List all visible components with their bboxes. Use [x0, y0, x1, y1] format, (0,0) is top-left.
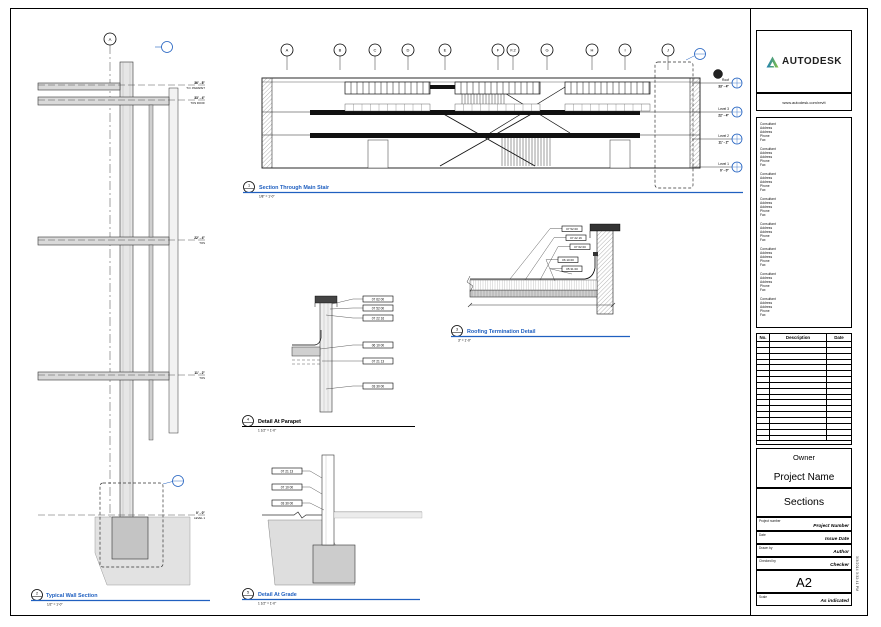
view-scale: 1/8" = 1'-0" [259, 194, 275, 199]
keynote-text: 07 10 00 [280, 485, 294, 490]
grid-letter: C [373, 47, 377, 53]
keynote-text: 07 22 16 [570, 236, 582, 240]
view-title-parapet [242, 416, 415, 433]
view-title-main-stair [243, 182, 743, 199]
level-elevation: 22' - 4" [194, 235, 205, 240]
titleblock-web-box [756, 93, 852, 111]
view-number: 5 [246, 590, 250, 595]
view-title-grade [242, 589, 420, 606]
consultant-line: Address [760, 226, 773, 230]
grid-letter: H [590, 47, 594, 53]
consultant-line: Fax [760, 163, 766, 167]
grid-letter: B [338, 47, 342, 53]
grade-keynotes [272, 468, 324, 510]
grid-letter: A [285, 47, 289, 53]
parapet-detail-drawing [242, 296, 415, 433]
footing [313, 545, 355, 583]
sheet-title-box [756, 488, 852, 517]
owner-name: Owner [792, 453, 816, 462]
revision-header [757, 334, 851, 342]
roof-keynotes [510, 226, 590, 281]
keynote-leader [302, 471, 322, 478]
consultant-line: Address [760, 155, 773, 159]
field-value: Project Number [813, 524, 849, 529]
roof-deck [470, 290, 597, 297]
end-wall [262, 78, 272, 168]
view-title-roofing [451, 326, 630, 343]
level-name: TOS [199, 240, 205, 245]
consultant-line: Fax [760, 263, 766, 267]
view-number: 4 [246, 417, 250, 422]
field-label: Checked by [759, 559, 776, 563]
keynote-text: 06 10 00 [562, 258, 574, 262]
roof-slab [38, 83, 120, 90]
keynote-text: 07 22 16 [371, 316, 385, 321]
stud-layer [169, 88, 178, 433]
keynote-leader [302, 487, 322, 494]
drawing-area [10, 8, 750, 618]
termination-bar [593, 252, 598, 256]
floor-slab [38, 237, 169, 245]
consultant-box [756, 117, 852, 328]
field-checked-by [756, 557, 852, 570]
level-name: Roof [722, 78, 729, 83]
keynote-leader [302, 503, 324, 510]
field-label: Date [759, 533, 766, 537]
field-label: Project number [759, 519, 781, 523]
owner-project-box [756, 448, 852, 488]
section-tail-icon [714, 70, 723, 79]
column [149, 105, 153, 237]
keynote-leader [330, 308, 363, 309]
consultant-line: Phone [760, 134, 770, 138]
level-elevation: 33' - 4" [194, 95, 205, 100]
wall [322, 455, 334, 545]
consultant-line: Address [760, 176, 773, 180]
coping-cap [590, 224, 620, 231]
consultant-line: Address [760, 151, 773, 155]
field-date [756, 531, 852, 544]
autodesk-logo-text: AUTODESK [782, 56, 842, 67]
keynote-text: 07 21 13 [280, 469, 294, 474]
consultant-line: Consultant [760, 172, 776, 176]
roofing-termination-drawing [451, 224, 630, 343]
view-title: Roofing Termination Detail [467, 329, 536, 335]
level-elevation: 0' - 0" [196, 510, 205, 515]
scale-value: As indicated [820, 599, 849, 604]
parapet-wall [597, 228, 613, 314]
consultant-line: Address [760, 130, 773, 134]
revision-col-date: Date [834, 335, 844, 340]
level-elevation: 11' - 2" [194, 370, 205, 375]
view-title: Section Through Main Stair [259, 185, 330, 191]
consultant-line: Fax [760, 138, 766, 142]
level-elevation: 22' - 4" [718, 113, 729, 118]
consultant-block [760, 122, 848, 142]
scale-box [756, 593, 852, 606]
keynote-text: 07 52 00 [566, 227, 578, 231]
consultant-line: Fax [760, 213, 766, 217]
slab-on-grade [334, 512, 422, 518]
keynote-text: 03 30 00 [371, 384, 385, 389]
level-name: LEVEL 1 [194, 515, 205, 520]
view-scale: 1 1/2" = 1'-0" [258, 601, 277, 606]
level-elevation: 33' - 4" [718, 84, 729, 89]
level-elevation: 11' - 2" [718, 140, 729, 145]
keynote-text: 07 21 13 [371, 359, 385, 364]
keynote-text: 05 31 00 [566, 267, 578, 271]
main-stair-section-drawing [243, 44, 743, 199]
grid-letter: G [545, 47, 549, 53]
grid-letter: E [443, 47, 447, 53]
view-title: Detail At Grade [258, 592, 297, 598]
titleblock-logo-box [756, 30, 852, 93]
revision-col-description: Description [770, 334, 827, 341]
scale-label: Scale [759, 595, 767, 599]
callout-leader [163, 482, 173, 485]
consultant-line: Phone [760, 234, 770, 238]
consultant-block [760, 222, 848, 242]
level-elevation: 0' - 0" [720, 168, 729, 173]
view-title-wall-section [31, 590, 210, 607]
project-name: Project Name [773, 472, 835, 483]
section-head-icon [162, 42, 173, 53]
consultant-block [760, 297, 848, 317]
consultant-line: Address [760, 255, 773, 259]
consultant-line: Consultant [760, 297, 776, 301]
level-name: TOS ROOF [190, 100, 205, 105]
floor-slab [38, 372, 169, 380]
level-name: T.O. PARAPET [186, 85, 205, 90]
consultant-line: Address [760, 251, 773, 255]
floor-slab [38, 97, 169, 105]
grid-letter: D [406, 47, 410, 53]
consultant-line: Fax [760, 238, 766, 242]
door [610, 140, 630, 168]
level-name: Level 1 [718, 162, 729, 167]
consultant-line: Consultant [760, 122, 776, 126]
consultant-line: Consultant [760, 147, 776, 151]
view-title: Typical Wall Section [46, 593, 98, 599]
consultant-line: Address [760, 230, 773, 234]
view-number: 3 [455, 327, 459, 332]
consultant-line: Fax [760, 288, 766, 292]
revision-table [756, 333, 852, 445]
consultant-line: Consultant [760, 272, 776, 276]
keynote-text: 07 52 00 [371, 306, 385, 311]
consultant-line: Phone [760, 284, 770, 288]
consultant-line: Phone [760, 209, 770, 213]
floor-structure-band [310, 133, 640, 138]
consultant-line: Consultant [760, 197, 776, 201]
wall [320, 300, 332, 412]
coping-cap [315, 296, 337, 303]
grid-letter: A [108, 36, 112, 42]
keynote-text: 07 62 00 [574, 245, 586, 249]
level-name: Level 2 [718, 134, 729, 139]
consultant-line: Fax [760, 313, 766, 317]
view-number: 2 [35, 591, 39, 596]
consultant-line: Address [760, 205, 773, 209]
grade-line [262, 512, 322, 518]
grade-detail-drawing [242, 455, 422, 606]
field-value: Checker [830, 563, 849, 568]
field-label: Drawn by [759, 546, 773, 550]
consultant-line: Phone [760, 184, 770, 188]
view-title: Detail At Parapet [258, 419, 301, 425]
consultant-block [760, 247, 848, 267]
level-name: TOS [199, 375, 205, 380]
consultant-block [760, 272, 848, 292]
end-wall [690, 78, 700, 168]
consultant-block [760, 147, 848, 167]
revision-row [757, 436, 851, 442]
roof-deck [292, 347, 320, 356]
keynote-text: 03 30 00 [280, 501, 294, 506]
keynote-text: 06 10 00 [371, 343, 385, 348]
sheet-number: A2 [796, 575, 812, 590]
field-value: Author [833, 550, 849, 555]
typical-wall-section-drawing [31, 33, 210, 607]
consultant-line: Address [760, 201, 773, 205]
grid-letter: J [667, 47, 669, 53]
callout-leader [686, 56, 694, 60]
consultant-line: Phone [760, 309, 770, 313]
wall-assembly [120, 62, 133, 527]
field-drawn-by [756, 544, 852, 557]
sheet-title: Sections [783, 496, 825, 508]
consultant-line: Fax [760, 188, 766, 192]
consultant-line: Address [760, 280, 773, 284]
view-number: 1 [247, 183, 251, 188]
level-name: Level 3 [718, 107, 729, 112]
footing [112, 517, 148, 559]
view-scale: 1/2" = 1'-0" [47, 602, 63, 607]
consultant-line: Address [760, 305, 773, 309]
field-project-number [756, 517, 852, 531]
consultant-line: Consultant [760, 247, 776, 251]
grid-letter: I [624, 47, 626, 53]
keynote-text: 07 62 00 [371, 297, 385, 302]
base-flashing [585, 254, 595, 279]
view-scale: 3" = 1'-0" [458, 338, 471, 343]
consultant-line: Address [760, 301, 773, 305]
view-scale: 1 1/2" = 1'-0" [258, 428, 277, 433]
plot-stamp: 3/3/2014 3:32:41 PM [855, 556, 859, 592]
consultant-line: Address [760, 276, 773, 280]
autodesk-url: www.autodesk.com/revit [782, 99, 826, 105]
column [149, 245, 153, 372]
column [149, 380, 153, 440]
consultant-block [760, 197, 848, 217]
door [368, 140, 388, 168]
consultant-line: Phone [760, 259, 770, 263]
consultant-line: Address [760, 126, 773, 130]
consultant-line: Phone [760, 159, 770, 163]
consultant-line: Consultant [760, 222, 776, 226]
level-elevation: 36' - 8" [194, 80, 205, 85]
consultant-block [760, 172, 848, 192]
field-value: Issue Date [825, 537, 849, 542]
grid-letter: F [496, 47, 500, 53]
consultant-line: Address [760, 180, 773, 184]
titleblock-separator [750, 8, 751, 616]
autodesk-logo-icon [766, 56, 779, 68]
sheet-number-box [756, 570, 852, 593]
grid-letter: F.2 [510, 47, 516, 53]
revision-col-no: No. [757, 334, 770, 341]
